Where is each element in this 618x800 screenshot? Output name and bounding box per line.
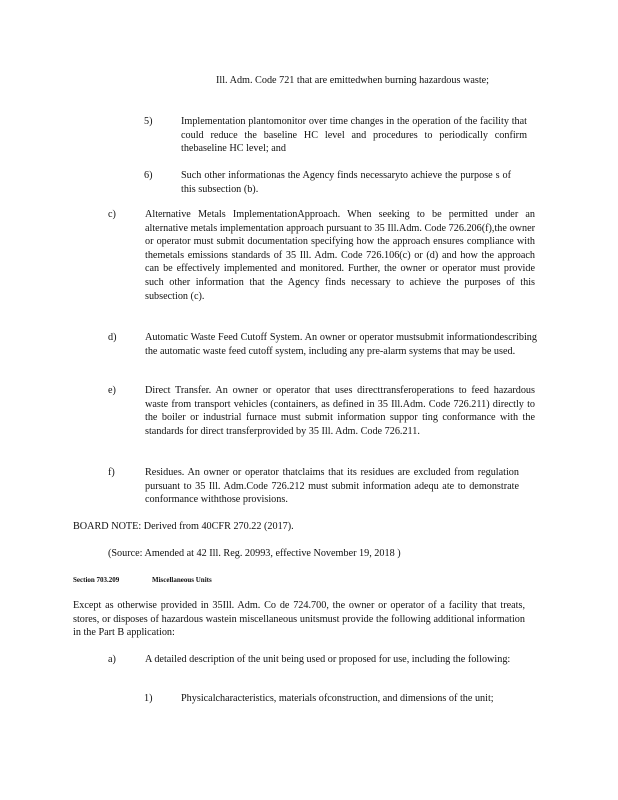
- item-5-text: Implementation plantomonitor over time changes in the operation of the facility that could reduce the baseline HC level and procedures to periodically confirm thebaseline HC level; and: [181, 116, 527, 155]
- item-e-label: e): [108, 385, 116, 396]
- item-c-text: Alternative Metals ImplementationApproach. When seeking to be permitted under an alternative metals implementation approach pursuant to 35 Ill.Adm. Code 726.206(f),the owner or operator must submit documentation specifying how the approach ensures compliance with themetals emissions standards of 35 Ill. Adm. Code 726.106(c) or (d) and how the approach can be effectively implemented and monitored. Further, the owner or operator must provide such other information that the Agency finds necessary to achieve the purposes of this subsection (c).: [145, 209, 535, 302]
- item-6-text: Such other informationas the Agency finds necessaryto achieve the purpose s of this subsection (b).: [181, 170, 511, 195]
- source-note: (Source: Amended at 42 Ill. Reg. 20993, effective November 19, 2018 ): [108, 548, 401, 559]
- item-e-text: Direct Transfer. An owner or operator that uses directtransferoperations to feed hazardous waste from transport vehicles (containers, as defined in 35 Ill.Adm. Code 726.211) directly to the boiler or industrial furnace must submit information suppor ting conformance with the standards for direct transferprovided by 35 Ill. Adm. Code 726.211.: [145, 385, 535, 437]
- item-a-label: a): [108, 654, 116, 665]
- item-d-label: d): [108, 332, 117, 343]
- item-6-label: 6): [144, 170, 153, 181]
- item-a-text: A detailed description of the unit being used or proposed for use, including the following:: [145, 654, 511, 665]
- section-title: Miscellaneous Units: [152, 576, 212, 584]
- intro-paragraph: Except as otherwise provided in 35Ill. Adm. Co de 724.700, the owner or operator of a facility that treats, stores, or disposes of hazardous wastein miscellaneous unitsmust provide the following additional information in the Part B application:: [73, 600, 525, 639]
- item-f-text: Residues. An owner or operator thatclaims that its residues are excluded from regulation pursuant to 35 Ill. Adm.Code 726.212 must submit information adequ ate to demonstrate conformance withthose provisions.: [145, 467, 519, 506]
- item-a1-text: Physicalcharacteristics, materials ofconstruction, and dimensions of the unit;: [181, 693, 494, 704]
- item-a1-label: 1): [144, 693, 153, 704]
- item-c-label: c): [108, 209, 116, 220]
- board-note: BOARD NOTE: Derived from 40CFR 270.22 (2017).: [73, 521, 294, 532]
- section-number: Section 703.209: [73, 576, 120, 584]
- continuation-text: Ill. Adm. Code 721 that are emittedwhen burning hazardous waste;: [216, 75, 490, 86]
- item-d-text: Automatic Waste Feed Cutoff System. An owner or operator mustsubmit informationdescribing the automatic waste feed cutoff system, including any pre-alarm systems that may be used.: [145, 332, 537, 357]
- item-5-label: 5): [144, 116, 153, 127]
- item-f-label: f): [108, 467, 115, 478]
